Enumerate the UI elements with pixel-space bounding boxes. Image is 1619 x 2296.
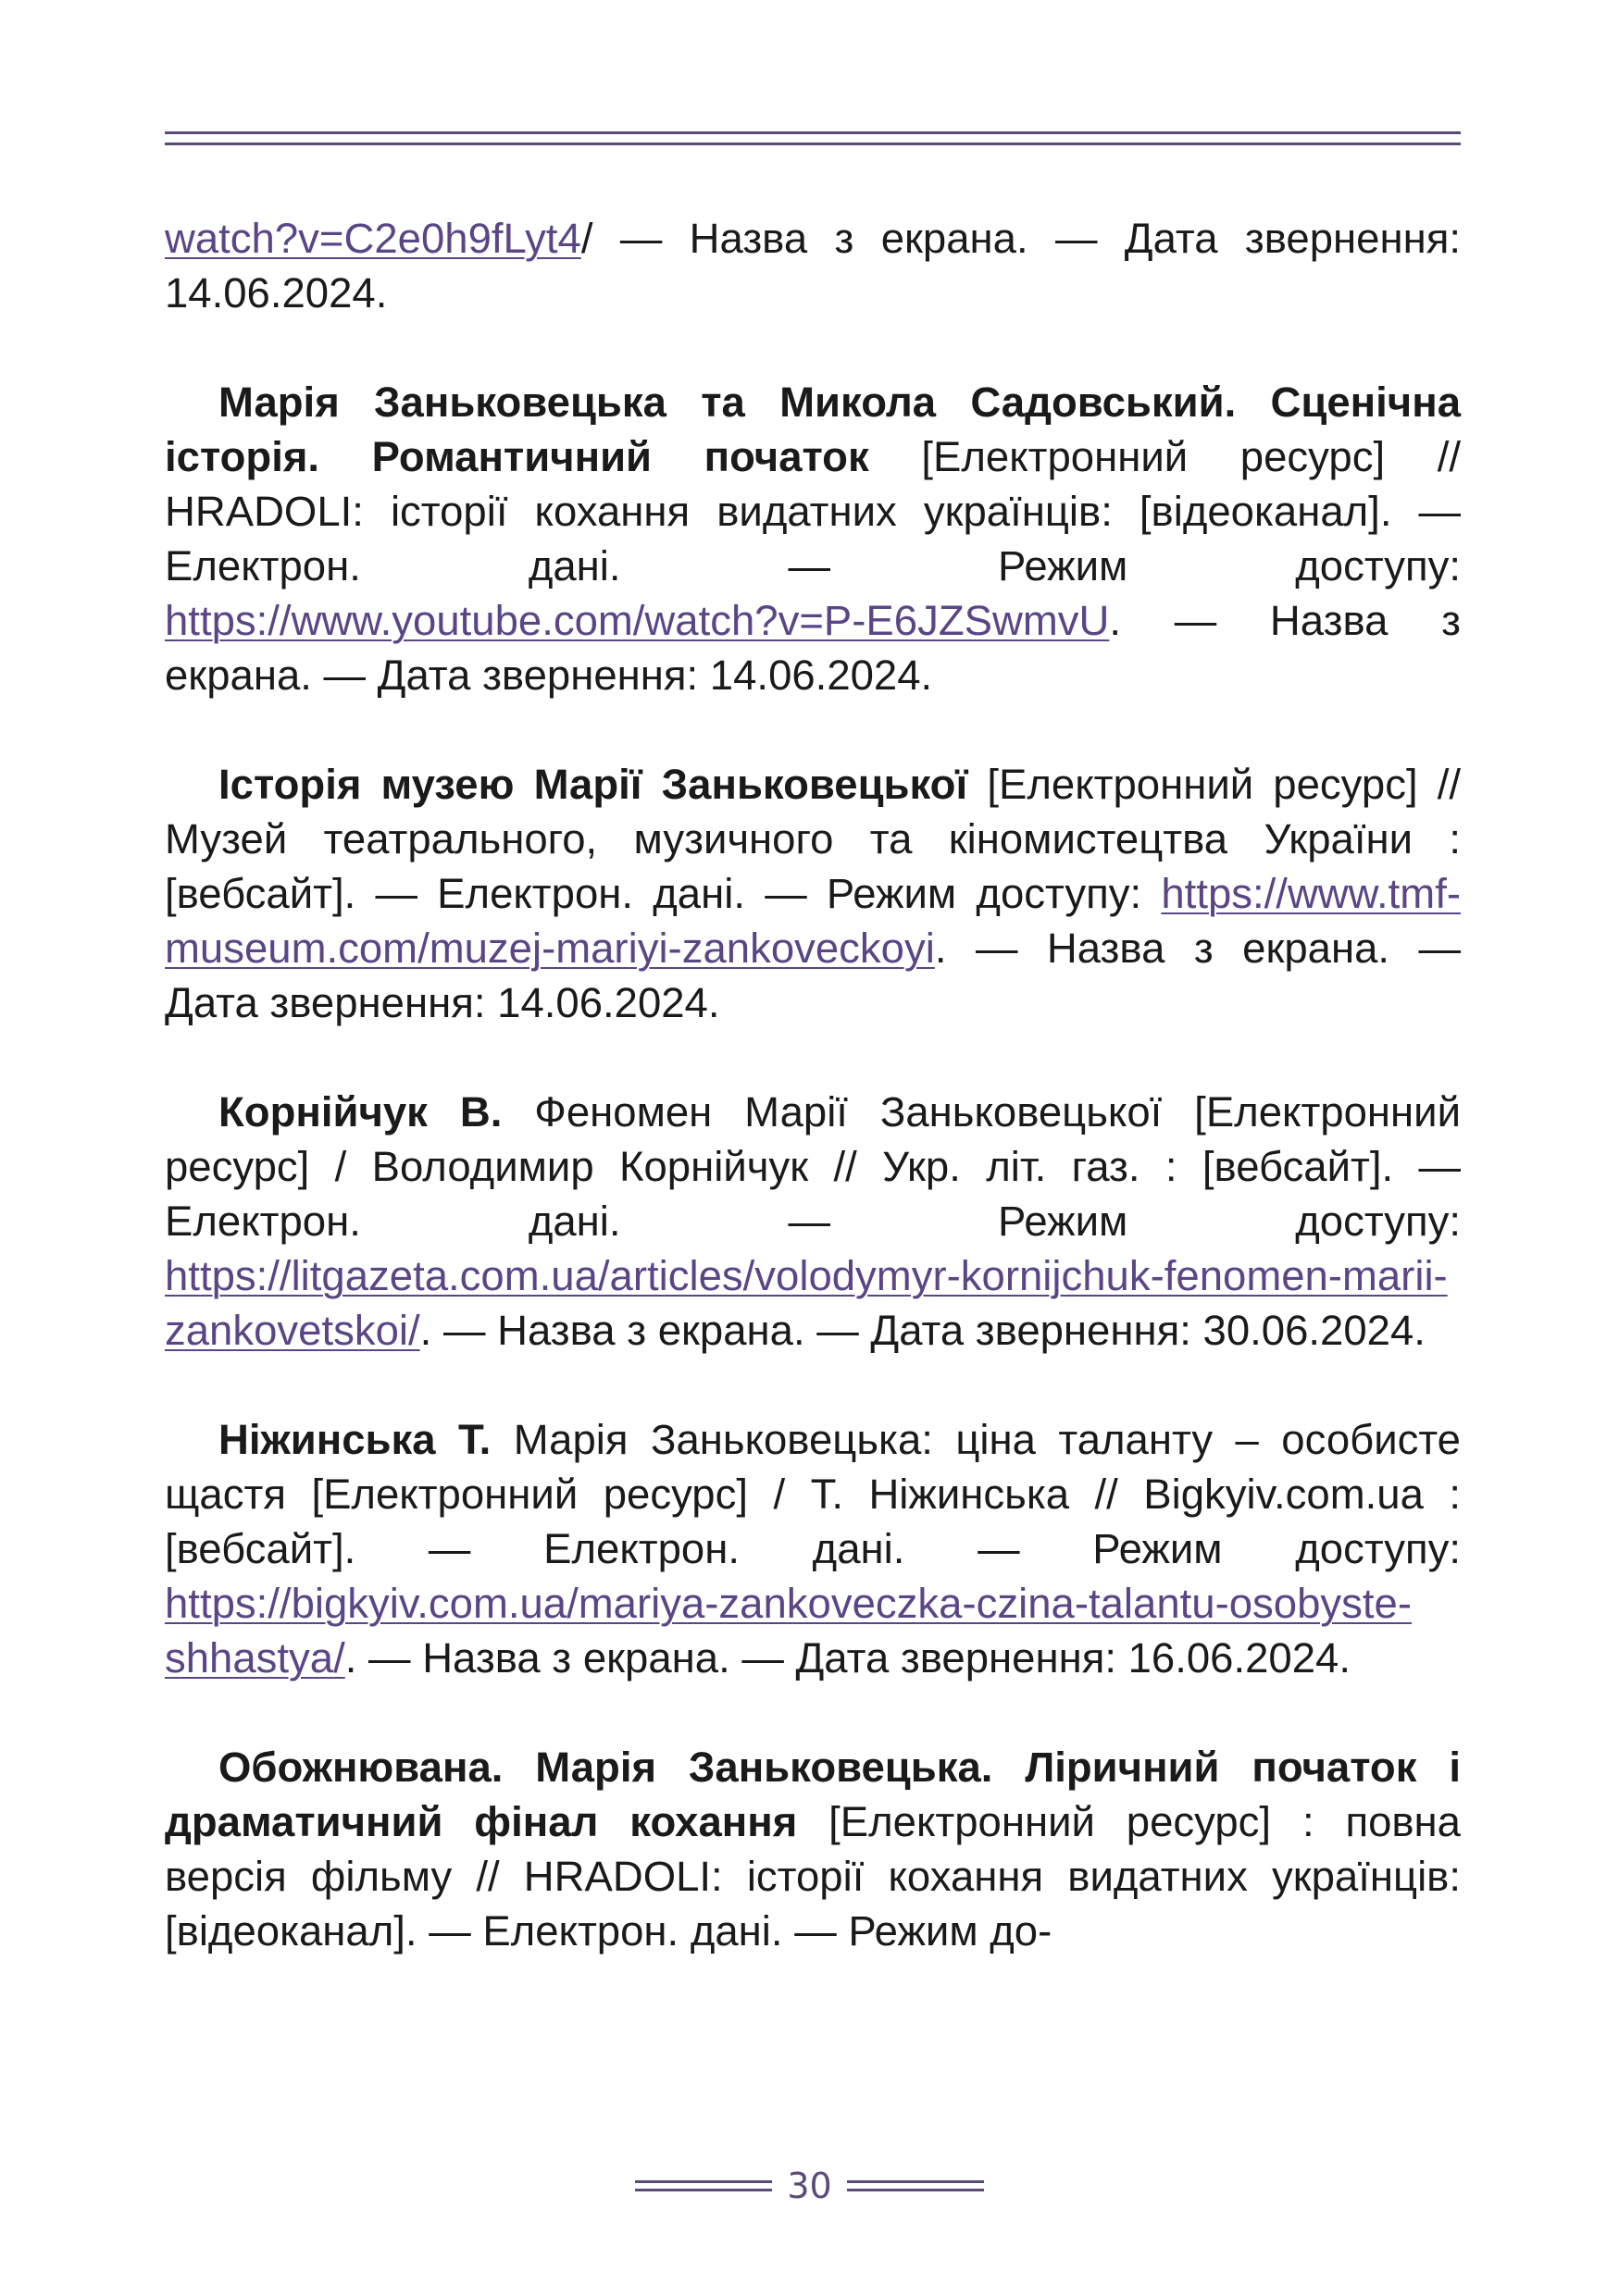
page-number: 30 [787, 2166, 832, 2206]
bib-entry [165, 1412, 1461, 1685]
entry-link[interactable]: https://www.youtube.com/watch?v=P-E6JZSwmvU [165, 597, 1110, 644]
bib-entry [165, 1085, 1461, 1358]
bib-entry [165, 757, 1461, 1030]
entry-text: / — Назва з екрана. — Дата звернення: 14.06.2024. [165, 215, 1461, 316]
entry-title: Історія музею Марії Заньковецької [218, 761, 968, 808]
entry-link[interactable]: https://www.tmf-museum.com/muzej-mariyi-zankoveckoyi [165, 870, 1461, 972]
entry-link[interactable]: https://litgazeta.com.ua/articles/volodymyr-kornijchuk-fenomen-marii-zankovetskoi/ [165, 1252, 1448, 1354]
footer-rule-left [635, 2180, 772, 2191]
bib-entry [165, 1740, 1461, 1958]
entry-link[interactable]: watch?v=C2e0h9fLyt4 [165, 215, 581, 262]
entry-text-end: . — Назва з екрана. — Дата звернення: 14.06.2024. [165, 925, 1461, 1026]
header-rule-bottom [165, 143, 1461, 145]
page-footer [0, 2164, 1619, 2208]
bibliography-list [165, 211, 1461, 2013]
entry-text: [Електронний ресурс] : повна версія фільму // HRADOLI: історії кохання видатних українців: [відеоканал]. — Електрон. дані. — Режим до- [165, 1798, 1461, 1955]
entry-text-end: . — Назва з екрана. — Дата звернення: 16.06.2024. [344, 1634, 1351, 1682]
header-rule-top [165, 131, 1461, 134]
entry-text: [Електронний ресурс] // Музей театрального, музичного та кіномистецтва України : [вебсайт]. — Електрон. дані. — Режим доступу: [165, 761, 1461, 917]
entry-title: Марія Заньковецька та Микола Садовський. Сценічна історія. Романтичний початок [165, 379, 1461, 480]
entry-text-end: . — Назва з екрана. — Дата звернення: 30.06.2024. [419, 1307, 1426, 1354]
bib-entry [165, 375, 1461, 702]
entry-title: Корнійчук В. [218, 1088, 503, 1136]
entry-link[interactable]: https://bigkyiv.com.ua/mariya-zankoveczka-czina-talantu-osobyste-shhastya/ [165, 1580, 1413, 1682]
entry-text: [Електронний ресурс] // HRADOLI: історії кохання видатних українців: [відеоканал]. — Електрон. дані. — Режим доступу: [165, 433, 1461, 590]
entry-text-end: . — Назва з екрана. — Дата звернення: 14.06.2024. [165, 597, 1461, 699]
entry-title: Ніжинська Т. [218, 1416, 492, 1463]
footer-rule-right [847, 2180, 984, 2191]
entry-text: Марія Заньковецька: ціна таланту – особисте щастя [Електронний ресурс] / Т. Ніжинська // Bigkyiv.com.ua : [вебсайт]. — Електрон. дані. — Режим доступу: [165, 1416, 1461, 1572]
entry-text: Феномен Марії Заньковецької [Електронний ресурс] / Володимир Корнійчук // Укр. літ. газ. : [вебсайт]. — Електрон. дані. — Режим доступу: [165, 1088, 1461, 1245]
bib-entry-continued [165, 211, 1461, 320]
entry-title: Обожнювана. Марія Заньковецька. Ліричний початок і драматичний фінал кохання [165, 1744, 1461, 1845]
